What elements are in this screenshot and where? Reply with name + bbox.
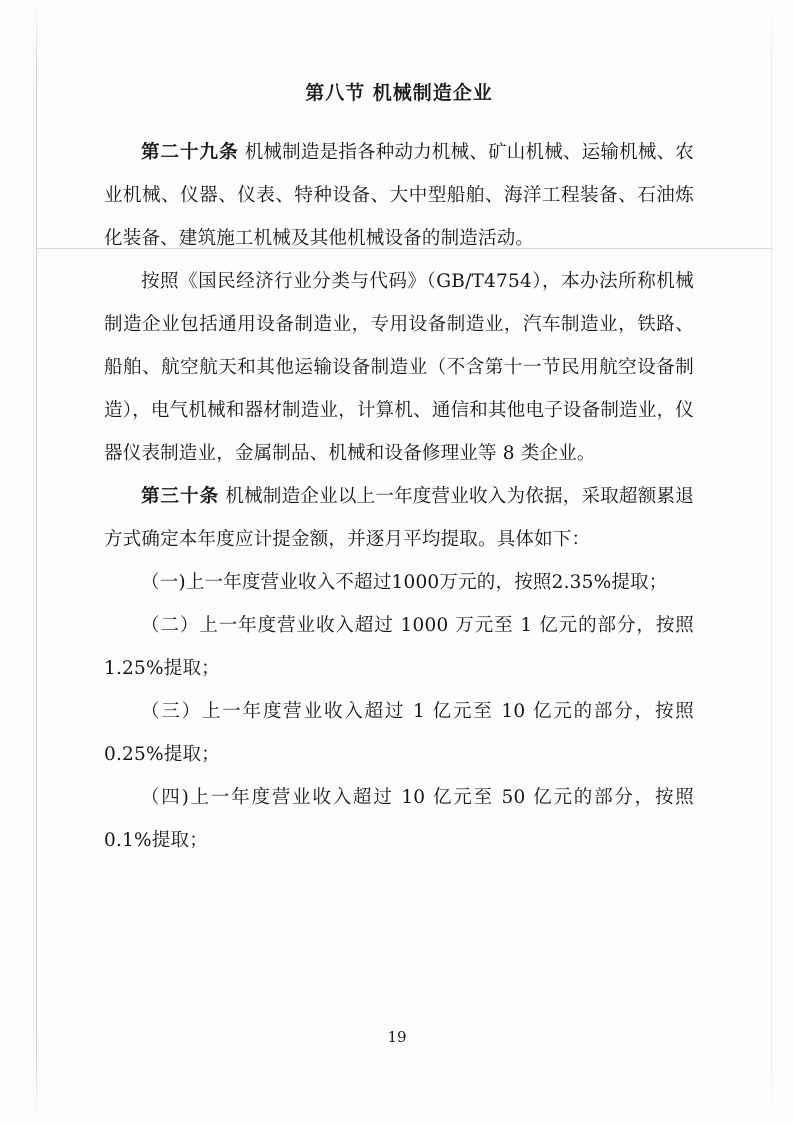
paragraph-item-2 — [104, 604, 694, 690]
paragraph-text-item-2: （二）上一年度营业收入超过 1000 万元至 1 亿元的部分，按照 1.25%提取； — [104, 615, 694, 679]
paragraph-article-29 — [104, 131, 694, 260]
paragraph-text-classification: 按照《国民经济行业分类与代码》（GB/T4754），本办法所称机械制造企业包括通用设备制造业，专用设备制造业，汽车制造业，铁路、船舶、航空航天和其他运输设备制造业（不含第十一节民用航空设备制造），电气机械和器材制造业，计算机、通信和其他电子设备制造业，仪器仪表制造业，金属制品、机械和设备修理业等 8 类企业。 — [104, 271, 694, 464]
page-edge-line-outer — [33, 0, 34, 1123]
section-title: 第八节 机械制造企业 — [305, 82, 493, 104]
paragraph-text-29: 机械制造是指各种动力机械、矿山机械、运输机械、农业机械、仪器、仪表、特种设备、大中型船舶、海洋工程装备、石油炼化装备、建筑施工机械及其他机械设备的制造活动。 — [104, 142, 694, 249]
paragraph-item-3 — [104, 690, 694, 776]
document-body — [104, 78, 694, 862]
article-number-29: 第二十九条 — [141, 142, 239, 163]
page-number: 19 — [387, 1028, 407, 1046]
paragraph-article-30 — [104, 475, 694, 561]
paragraph-text-30: 机械制造企业以上一年度营业收入为依据，采取超额累退方式确定本年度应计提金额，并逐月平均提取。具体如下： — [104, 486, 694, 550]
page-edge-line-left — [36, 0, 37, 1123]
paragraph-text-item-1: （一)上一年度营业收入不超过1000万元的，按照2.35%提取； — [141, 572, 668, 593]
paragraph-text-item-3: （三）上一年度营业收入超过 1 亿元至 10 亿元的部分，按照 0.25%提取； — [104, 701, 694, 765]
paragraph-text-item-4: （四)上一年度营业收入超过 10 亿元至 50 亿元的部分，按照 0.1%提取； — [104, 787, 694, 851]
paragraph-industry-classification — [104, 260, 694, 475]
article-number-30: 第三十条 — [141, 486, 220, 507]
page-edge-line-right — [771, 0, 772, 1123]
paragraph-item-1 — [104, 561, 694, 604]
paragraph-item-4 — [104, 776, 694, 862]
